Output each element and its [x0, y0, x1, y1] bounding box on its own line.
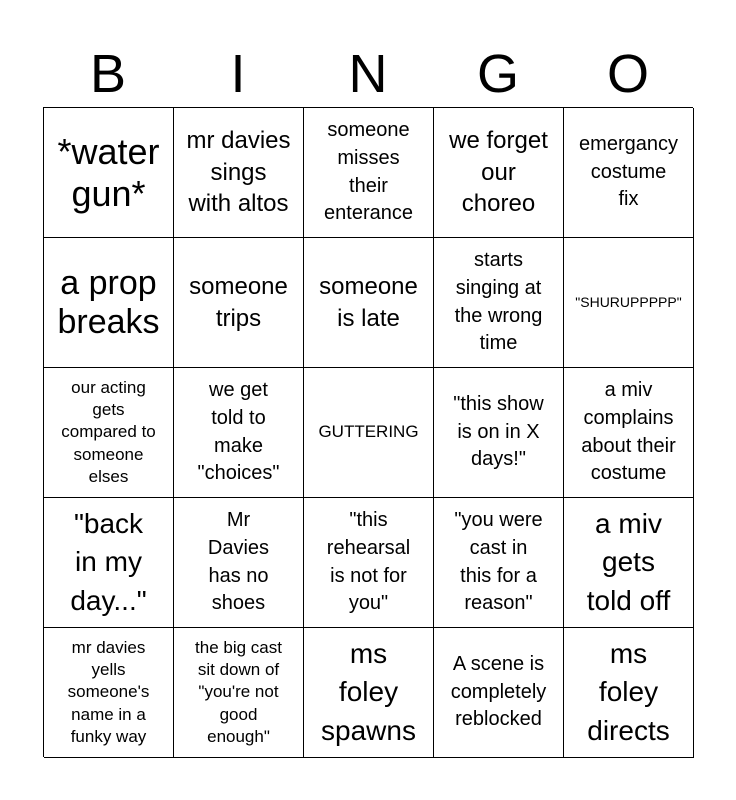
- cell-text: our acting gets compared to someone elses: [61, 378, 156, 486]
- cell-text: someone trips: [189, 272, 288, 332]
- header-letter-b: B: [89, 44, 127, 104]
- cell-text: "this rehearsal is not for you": [326, 509, 411, 615]
- bingo-cell-r4c3[interactable]: [304, 498, 434, 628]
- bingo-cell-r2c3[interactable]: [304, 238, 434, 368]
- bingo-cell-r4c5[interactable]: [564, 498, 694, 628]
- cell-text: "SHURUPPPPP": [575, 294, 682, 311]
- cell-text: GUTTERING: [318, 422, 419, 442]
- bingo-cell-r2c2[interactable]: [174, 238, 304, 368]
- cell-text: A scene is completely reblocked: [450, 653, 547, 731]
- bingo-cell-r5c2[interactable]: [174, 628, 304, 758]
- cell-text: mr davies yells someone's name in a funky way: [67, 638, 150, 746]
- cell-text: a miv gets told off: [586, 507, 671, 616]
- bingo-cell-r2c4[interactable]: [434, 238, 564, 368]
- cell-text: a miv complains about their costume: [581, 379, 676, 485]
- cell-text: the big cast sit down of "you're not good enough": [195, 638, 282, 746]
- bingo-cell-r3c4[interactable]: [434, 368, 564, 498]
- bingo-cell-r5c3[interactable]: [304, 628, 434, 758]
- bingo-cell-r4c2[interactable]: [174, 498, 304, 628]
- cell-text: someone misses their enterance: [324, 119, 413, 225]
- bingo-cell-r5c1[interactable]: [44, 628, 174, 758]
- bingo-board: [43, 107, 693, 757]
- cell-text: a prop breaks: [57, 263, 160, 341]
- header-letter-i: I: [230, 44, 246, 104]
- bingo-header: [43, 40, 693, 108]
- bingo-cell-r3c3[interactable]: [304, 368, 434, 498]
- bingo-cell-r3c5[interactable]: [564, 368, 694, 498]
- cell-text: "back in my day...": [70, 507, 147, 616]
- bingo-cell-r3c1[interactable]: [44, 368, 174, 498]
- bingo-cell-r1c4[interactable]: [434, 108, 564, 238]
- cell-text: "this show is on in X days!": [453, 393, 544, 471]
- bingo-cell-r2c5[interactable]: [564, 238, 694, 368]
- header-letter-n: N: [348, 44, 388, 104]
- cell-text: starts singing at the wrong time: [454, 249, 543, 355]
- cell-text: someone is late: [319, 272, 418, 332]
- cell-text: ms foley directs: [587, 637, 670, 746]
- bingo-cell-r1c3[interactable]: [304, 108, 434, 238]
- bingo-cell-r5c5[interactable]: [564, 628, 694, 758]
- header-letter-g: G: [476, 44, 519, 104]
- cell-text: we forget our choreo: [449, 126, 548, 218]
- header-letter-o: O: [606, 44, 649, 104]
- cell-text: emergancy costume fix: [579, 133, 678, 211]
- cell-text: we get told to make "choices": [197, 379, 280, 485]
- cell-text: *water gun*: [57, 131, 160, 214]
- bingo-cell-r4c1[interactable]: [44, 498, 174, 628]
- bingo-cell-r3c2[interactable]: [174, 368, 304, 498]
- cell-text: "you were cast in this for a reason": [454, 509, 543, 615]
- bingo-cell-r2c1[interactable]: [44, 238, 174, 368]
- bingo-cell-r1c2[interactable]: [174, 108, 304, 238]
- cell-text: ms foley spawns: [321, 637, 416, 746]
- cell-text: Mr Davies has no shoes: [207, 509, 270, 615]
- bingo-cell-r1c1[interactable]: [44, 108, 174, 238]
- cell-text: mr davies sings with altos: [186, 126, 291, 218]
- bingo-cell-r5c4[interactable]: [434, 628, 564, 758]
- bingo-cell-r1c5[interactable]: [564, 108, 694, 238]
- bingo-cell-r4c4[interactable]: [434, 498, 564, 628]
